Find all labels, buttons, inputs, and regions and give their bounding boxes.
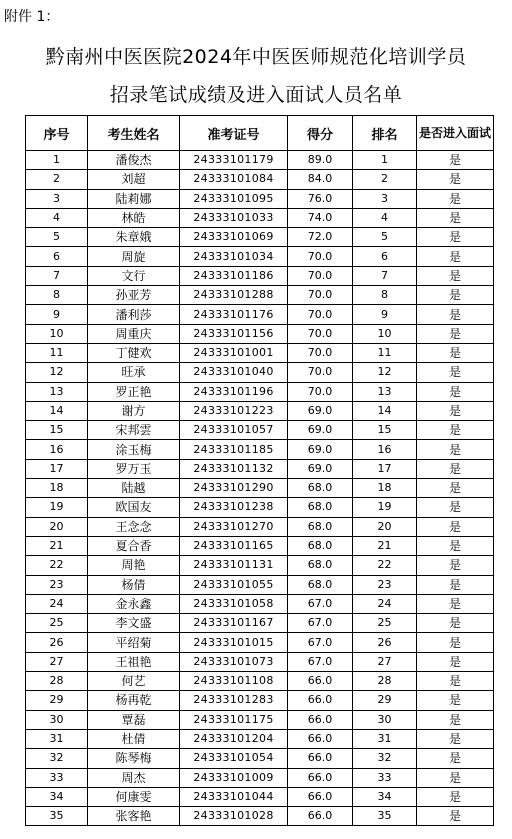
cell-exam-id: 24333101165 — [180, 536, 288, 555]
cell-serial: 11 — [26, 343, 88, 362]
cell-score: 70.0 — [288, 363, 353, 382]
cell-rank: 24 — [353, 594, 417, 613]
cell-rank: 3 — [353, 189, 417, 208]
cell-exam-id: 24333101084 — [180, 170, 288, 189]
cell-rank: 19 — [353, 498, 417, 517]
cell-rank: 35 — [353, 807, 417, 826]
cell-interview: 是 — [417, 440, 494, 459]
table-row — [26, 807, 494, 826]
cell-serial: 12 — [26, 363, 88, 382]
cell-interview: 是 — [417, 266, 494, 285]
header-exam-id: 准考证号 — [180, 116, 288, 151]
cell-interview: 是 — [417, 652, 494, 671]
cell-rank: 30 — [353, 710, 417, 729]
cell-serial: 13 — [26, 382, 88, 401]
cell-score: 67.0 — [288, 614, 353, 633]
header-serial: 序号 — [26, 116, 88, 151]
cell-serial: 27 — [26, 652, 88, 671]
cell-rank: 29 — [353, 691, 417, 710]
table-header-row — [26, 116, 494, 151]
table-row — [26, 305, 494, 324]
cell-name: 王念念 — [88, 517, 180, 536]
cell-score: 76.0 — [288, 189, 353, 208]
cell-score: 70.0 — [288, 324, 353, 343]
cell-exam-id: 24333101073 — [180, 652, 288, 671]
cell-score: 68.0 — [288, 517, 353, 536]
cell-interview: 是 — [417, 749, 494, 768]
cell-score: 67.0 — [288, 652, 353, 671]
table-row — [26, 614, 494, 633]
cell-interview: 是 — [417, 768, 494, 787]
cell-exam-id: 24333101009 — [180, 768, 288, 787]
cell-name: 陆莉娜 — [88, 189, 180, 208]
attachment-label: 附件 1： — [4, 9, 60, 25]
cell-score: 69.0 — [288, 440, 353, 459]
cell-rank: 26 — [353, 633, 417, 652]
cell-interview: 是 — [417, 421, 494, 440]
cell-serial: 33 — [26, 768, 88, 787]
cell-interview: 是 — [417, 208, 494, 227]
table-row — [26, 498, 494, 517]
cell-score: 68.0 — [288, 536, 353, 555]
table-row — [26, 401, 494, 420]
cell-rank: 15 — [353, 421, 417, 440]
cell-name: 谢方 — [88, 401, 180, 420]
cell-serial: 22 — [26, 556, 88, 575]
cell-serial: 9 — [26, 305, 88, 324]
cell-serial: 28 — [26, 672, 88, 691]
cell-score: 70.0 — [288, 343, 353, 362]
cell-serial: 18 — [26, 479, 88, 498]
cell-rank: 31 — [353, 729, 417, 748]
cell-name: 陆越 — [88, 479, 180, 498]
cell-interview: 是 — [417, 807, 494, 826]
cell-score: 70.0 — [288, 305, 353, 324]
cell-exam-id: 24333101185 — [180, 440, 288, 459]
cell-interview: 是 — [417, 575, 494, 594]
cell-score: 68.0 — [288, 479, 353, 498]
cell-name: 涂玉梅 — [88, 440, 180, 459]
cell-exam-id: 24333101033 — [180, 208, 288, 227]
cell-exam-id: 24333101223 — [180, 401, 288, 420]
cell-serial: 34 — [26, 787, 88, 806]
table-row — [26, 459, 494, 478]
cell-exam-id: 24333101058 — [180, 594, 288, 613]
cell-rank: 8 — [353, 286, 417, 305]
cell-score: 84.0 — [288, 170, 353, 189]
cell-exam-id: 24333101290 — [180, 479, 288, 498]
cell-serial: 32 — [26, 749, 88, 768]
cell-exam-id: 24333101034 — [180, 247, 288, 266]
cell-interview: 是 — [417, 710, 494, 729]
cell-exam-id: 24333101283 — [180, 691, 288, 710]
cell-name: 周艳 — [88, 556, 180, 575]
cell-score: 69.0 — [288, 459, 353, 478]
table-row — [26, 691, 494, 710]
cell-interview: 是 — [417, 479, 494, 498]
cell-name: 张客艳 — [88, 807, 180, 826]
cell-interview: 是 — [417, 305, 494, 324]
cell-interview: 是 — [417, 729, 494, 748]
cell-name: 金永鑫 — [88, 594, 180, 613]
cell-interview: 是 — [417, 556, 494, 575]
cell-rank: 17 — [353, 459, 417, 478]
results-table — [25, 115, 494, 826]
table-row — [26, 575, 494, 594]
cell-interview: 是 — [417, 382, 494, 401]
cell-interview: 是 — [417, 324, 494, 343]
cell-exam-id: 24333101040 — [180, 363, 288, 382]
cell-exam-id: 24333101204 — [180, 729, 288, 748]
cell-exam-id: 24333101288 — [180, 286, 288, 305]
table-row — [26, 421, 494, 440]
table-row — [26, 633, 494, 652]
cell-interview: 是 — [417, 170, 494, 189]
cell-serial: 25 — [26, 614, 88, 633]
cell-rank: 25 — [353, 614, 417, 633]
cell-exam-id: 24333101057 — [180, 421, 288, 440]
cell-name: 孙亚芳 — [88, 286, 180, 305]
cell-score: 72.0 — [288, 228, 353, 247]
cell-name: 杨再乾 — [88, 691, 180, 710]
cell-name: 杨倩 — [88, 575, 180, 594]
cell-serial: 5 — [26, 228, 88, 247]
table-row — [26, 440, 494, 459]
cell-rank: 4 — [353, 208, 417, 227]
cell-score: 89.0 — [288, 151, 353, 170]
cell-exam-id: 24333101095 — [180, 189, 288, 208]
cell-serial: 7 — [26, 266, 88, 285]
table-row — [26, 189, 494, 208]
cell-name: 刘超 — [88, 170, 180, 189]
cell-interview: 是 — [417, 672, 494, 691]
cell-name: 平绍菊 — [88, 633, 180, 652]
cell-serial: 17 — [26, 459, 88, 478]
header-name: 考生姓名 — [88, 116, 180, 151]
table-row — [26, 556, 494, 575]
cell-serial: 20 — [26, 517, 88, 536]
cell-serial: 1 — [26, 151, 88, 170]
document-subtitle: 招录笔试成绩及进入面试人员名单 — [109, 84, 403, 106]
cell-serial: 8 — [26, 286, 88, 305]
cell-serial: 31 — [26, 729, 88, 748]
table-row — [26, 170, 494, 189]
cell-score: 66.0 — [288, 729, 353, 748]
cell-exam-id: 24333101167 — [180, 614, 288, 633]
cell-name: 潘利莎 — [88, 305, 180, 324]
cell-rank: 12 — [353, 363, 417, 382]
cell-score: 69.0 — [288, 401, 353, 420]
cell-score: 66.0 — [288, 787, 353, 806]
cell-interview: 是 — [417, 536, 494, 555]
cell-rank: 22 — [353, 556, 417, 575]
cell-interview: 是 — [417, 228, 494, 247]
cell-name: 覃磊 — [88, 710, 180, 729]
table-row — [26, 479, 494, 498]
cell-score: 66.0 — [288, 768, 353, 787]
cell-name: 罗正艳 — [88, 382, 180, 401]
cell-name: 林皓 — [88, 208, 180, 227]
table-row — [26, 536, 494, 555]
cell-name: 夏合香 — [88, 536, 180, 555]
table-row — [26, 729, 494, 748]
cell-serial: 35 — [26, 807, 88, 826]
cell-score: 68.0 — [288, 556, 353, 575]
cell-name: 周杰 — [88, 768, 180, 787]
cell-serial: 23 — [26, 575, 88, 594]
cell-score: 66.0 — [288, 710, 353, 729]
cell-score: 66.0 — [288, 672, 353, 691]
table-row — [26, 343, 494, 362]
cell-exam-id: 24333101054 — [180, 749, 288, 768]
cell-serial: 2 — [26, 170, 88, 189]
cell-rank: 23 — [353, 575, 417, 594]
cell-name: 丁健欢 — [88, 343, 180, 362]
table-row — [26, 768, 494, 787]
cell-interview: 是 — [417, 151, 494, 170]
table-row — [26, 517, 494, 536]
cell-name: 王祖艳 — [88, 652, 180, 671]
cell-interview: 是 — [417, 459, 494, 478]
cell-rank: 20 — [353, 517, 417, 536]
cell-name: 何康雯 — [88, 787, 180, 806]
cell-serial: 14 — [26, 401, 88, 420]
cell-serial: 30 — [26, 710, 88, 729]
cell-interview: 是 — [417, 633, 494, 652]
header-interview: 是否进入面试 — [417, 116, 494, 151]
cell-name: 陈琴梅 — [88, 749, 180, 768]
table-row — [26, 286, 494, 305]
cell-score: 70.0 — [288, 286, 353, 305]
cell-name: 周旋 — [88, 247, 180, 266]
cell-exam-id: 24333101015 — [180, 633, 288, 652]
cell-serial: 19 — [26, 498, 88, 517]
cell-score: 68.0 — [288, 498, 353, 517]
cell-name: 文行 — [88, 266, 180, 285]
header-rank: 排名 — [353, 116, 417, 151]
cell-name: 潘俊杰 — [88, 151, 180, 170]
cell-rank: 32 — [353, 749, 417, 768]
header-score: 得分 — [288, 116, 353, 151]
cell-serial: 24 — [26, 594, 88, 613]
cell-rank: 1 — [353, 151, 417, 170]
table-row — [26, 324, 494, 343]
cell-interview: 是 — [417, 286, 494, 305]
table-row — [26, 382, 494, 401]
cell-score: 66.0 — [288, 691, 353, 710]
document-title: 黔南州中医医院2024年中医医师规范化培训学员 — [45, 46, 467, 68]
cell-rank: 5 — [353, 228, 417, 247]
cell-interview: 是 — [417, 343, 494, 362]
cell-interview: 是 — [417, 401, 494, 420]
cell-interview: 是 — [417, 189, 494, 208]
cell-rank: 27 — [353, 652, 417, 671]
cell-rank: 33 — [353, 768, 417, 787]
cell-score: 67.0 — [288, 633, 353, 652]
cell-serial: 21 — [26, 536, 88, 555]
table-row — [26, 787, 494, 806]
table-row — [26, 672, 494, 691]
cell-exam-id: 24333101044 — [180, 787, 288, 806]
cell-name: 宋邦雲 — [88, 421, 180, 440]
cell-exam-id: 24333101196 — [180, 382, 288, 401]
table-row — [26, 208, 494, 227]
cell-interview: 是 — [417, 517, 494, 536]
cell-name: 李文盛 — [88, 614, 180, 633]
table-row — [26, 151, 494, 170]
cell-rank: 16 — [353, 440, 417, 459]
cell-rank: 28 — [353, 672, 417, 691]
cell-serial: 10 — [26, 324, 88, 343]
cell-name: 朱章娥 — [88, 228, 180, 247]
cell-serial: 3 — [26, 189, 88, 208]
table-row — [26, 228, 494, 247]
table-row — [26, 247, 494, 266]
cell-serial: 29 — [26, 691, 88, 710]
cell-score: 70.0 — [288, 382, 353, 401]
cell-exam-id: 24333101238 — [180, 498, 288, 517]
cell-rank: 18 — [353, 479, 417, 498]
table-row — [26, 594, 494, 613]
table-body — [26, 151, 494, 826]
cell-score: 66.0 — [288, 749, 353, 768]
cell-exam-id: 24333101175 — [180, 710, 288, 729]
cell-interview: 是 — [417, 498, 494, 517]
cell-exam-id: 24333101186 — [180, 266, 288, 285]
cell-name: 罗万玉 — [88, 459, 180, 478]
cell-score: 70.0 — [288, 247, 353, 266]
cell-rank: 6 — [353, 247, 417, 266]
cell-score: 66.0 — [288, 807, 353, 826]
cell-exam-id: 24333101108 — [180, 672, 288, 691]
cell-rank: 14 — [353, 401, 417, 420]
cell-rank: 9 — [353, 305, 417, 324]
cell-exam-id: 24333101156 — [180, 324, 288, 343]
cell-interview: 是 — [417, 363, 494, 382]
table-row — [26, 710, 494, 729]
cell-score: 68.0 — [288, 575, 353, 594]
table-row — [26, 266, 494, 285]
cell-interview: 是 — [417, 247, 494, 266]
cell-exam-id: 24333101176 — [180, 305, 288, 324]
cell-exam-id: 24333101132 — [180, 459, 288, 478]
cell-score: 67.0 — [288, 594, 353, 613]
cell-serial: 6 — [26, 247, 88, 266]
cell-interview: 是 — [417, 614, 494, 633]
cell-name: 旺承 — [88, 363, 180, 382]
table-row — [26, 652, 494, 671]
cell-name: 何艺 — [88, 672, 180, 691]
table-row — [26, 749, 494, 768]
cell-name: 欧国友 — [88, 498, 180, 517]
cell-name: 周重庆 — [88, 324, 180, 343]
cell-score: 70.0 — [288, 266, 353, 285]
cell-exam-id: 24333101028 — [180, 807, 288, 826]
cell-interview: 是 — [417, 787, 494, 806]
cell-rank: 34 — [353, 787, 417, 806]
cell-rank: 11 — [353, 343, 417, 362]
table-row — [26, 363, 494, 382]
cell-rank: 21 — [353, 536, 417, 555]
cell-rank: 2 — [353, 170, 417, 189]
cell-rank: 10 — [353, 324, 417, 343]
cell-name: 杜倩 — [88, 729, 180, 748]
cell-exam-id: 24333101055 — [180, 575, 288, 594]
cell-interview: 是 — [417, 691, 494, 710]
cell-exam-id: 24333101270 — [180, 517, 288, 536]
cell-exam-id: 24333101069 — [180, 228, 288, 247]
cell-interview: 是 — [417, 594, 494, 613]
cell-exam-id: 24333101131 — [180, 556, 288, 575]
cell-serial: 4 — [26, 208, 88, 227]
cell-score: 74.0 — [288, 208, 353, 227]
cell-serial: 26 — [26, 633, 88, 652]
cell-score: 69.0 — [288, 421, 353, 440]
cell-serial: 15 — [26, 421, 88, 440]
cell-rank: 7 — [353, 266, 417, 285]
cell-exam-id: 24333101001 — [180, 343, 288, 362]
cell-serial: 16 — [26, 440, 88, 459]
cell-exam-id: 24333101179 — [180, 151, 288, 170]
cell-rank: 13 — [353, 382, 417, 401]
